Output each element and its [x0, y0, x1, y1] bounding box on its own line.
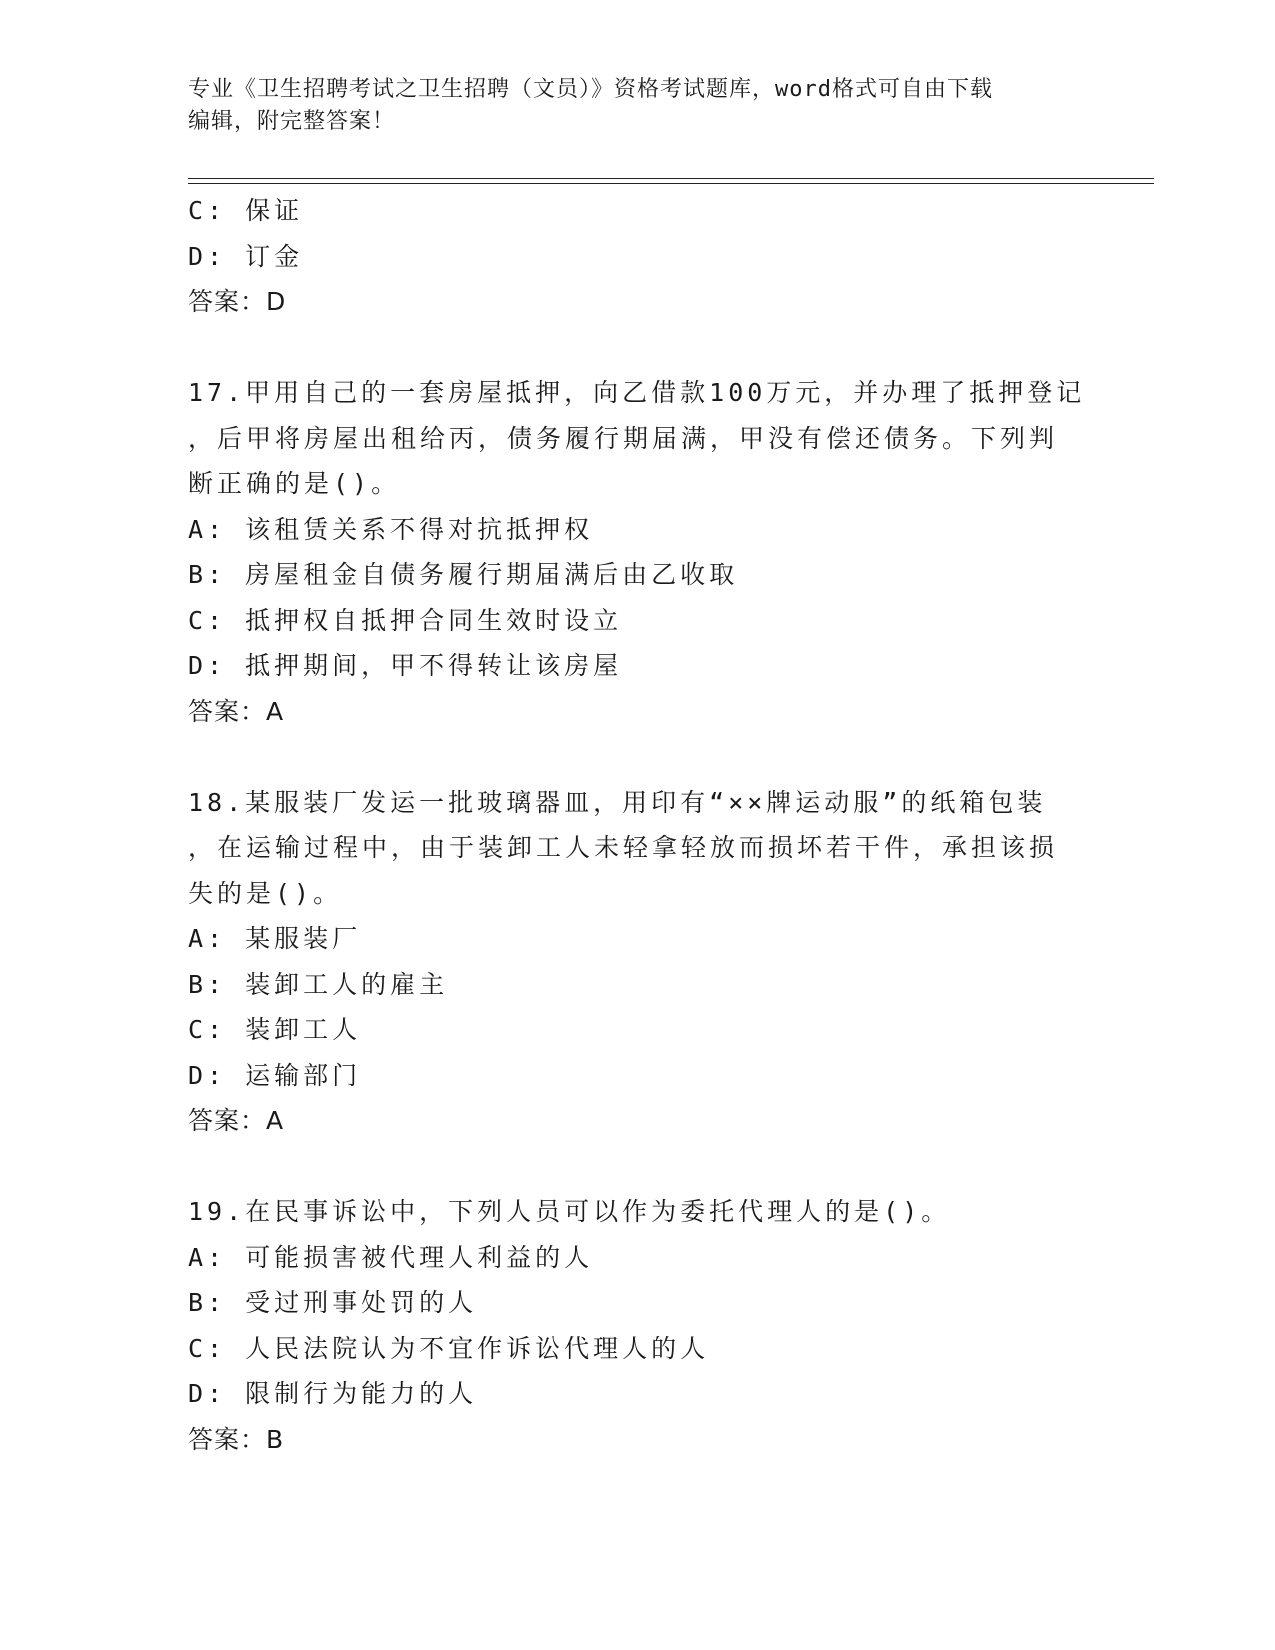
answer-line: 答案：B [188, 1424, 285, 1454]
answer-line: 答案：D [188, 287, 287, 316]
option-d: D: 限制行为能力的人 [188, 1379, 478, 1408]
question-text-line: 17.甲用自己的一套房屋抵押，向乙借款100万元，并办理了抵押登记 [188, 378, 1086, 407]
option-d: D: 运输部门 [188, 1060, 362, 1090]
question-block-17 [188, 370, 1088, 734]
option-a: A: 可能损害被代理人利益的人 [188, 1242, 594, 1272]
question-text-line: 19.在民事诉讼中，下列人员可以作为委托代理人的是()。 [188, 1197, 951, 1226]
header-line-1: 专业《卫生招聘考试之卫生招聘（文员）》资格考试题库，word格式可自由下载 [188, 77, 993, 102]
question-text-line: ，在运输过程中，由于装卸工人未轻拿轻放而损坏若干件，承担该损 [188, 833, 1059, 862]
question-list [188, 188, 1088, 1462]
header-double-rule [188, 178, 1154, 184]
block-spacer [188, 734, 1088, 780]
block-spacer [188, 1144, 1088, 1190]
option-a: A: 某服装厂 [188, 924, 362, 953]
question-text-line: 失的是()。 [188, 878, 343, 908]
option-c: C: 装卸工人 [188, 1015, 362, 1044]
answer-line: 答案：A [188, 1106, 285, 1135]
document-header [188, 74, 1068, 138]
option-d: D: 抵押期间，甲不得转让该房屋 [188, 651, 623, 680]
question-text-line: 18.某服装厂发运一批玻璃器皿，用印有“××牌运动服”的纸箱包装 [188, 787, 1047, 817]
option-a: A: 该租赁关系不得对抗抵押权 [188, 514, 594, 544]
question-block-18 [188, 780, 1088, 1144]
header-line-2: 编辑，附完整答案！ [188, 109, 396, 134]
question-text-line: ，后甲将房屋出租给丙，债务履行期届满，甲没有偿还债务。下列判 [188, 423, 1059, 453]
option-b: B: 装卸工人的雇主 [188, 969, 449, 999]
block-spacer [188, 325, 1088, 371]
question-block-19 [188, 1189, 1088, 1462]
question-block-16 [188, 188, 1088, 325]
option-c: C: 抵押权自抵押合同生效时设立 [188, 605, 623, 635]
answer-line: 答案：A [188, 696, 285, 726]
option-c: C: 人民法院认为不宜作诉讼代理人的人 [188, 1333, 710, 1363]
question-text-line: 断正确的是()。 [188, 469, 401, 498]
option-c: C: 保证 [188, 196, 304, 225]
option-b: B: 受过刑事处罚的人 [188, 1288, 478, 1317]
option-b: B: 房屋租金自债务履行期届满后由乙收取 [188, 560, 739, 589]
option-d: D: 订金 [188, 241, 304, 271]
